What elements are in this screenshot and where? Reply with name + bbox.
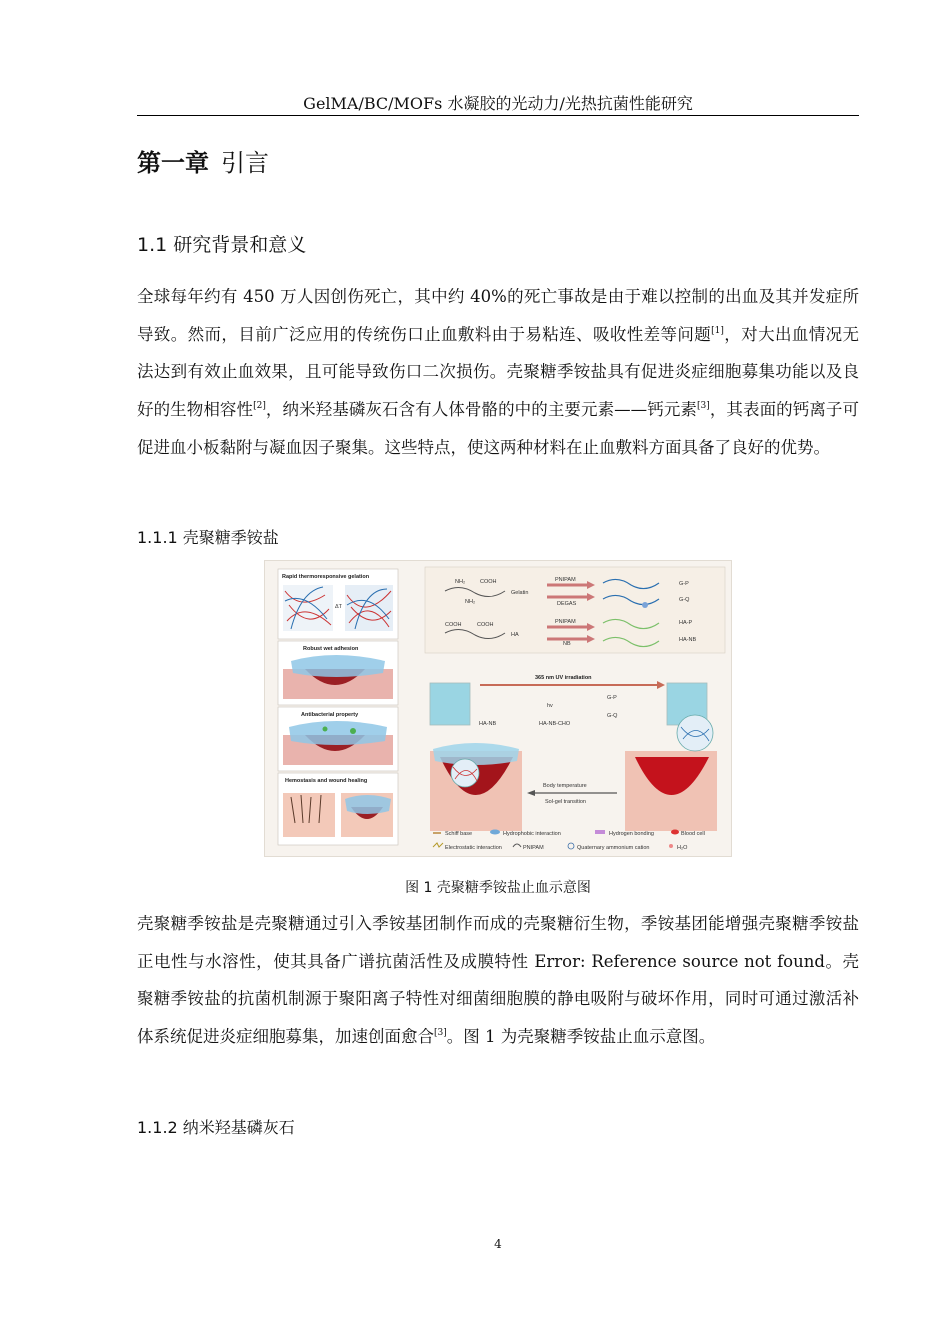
gq-mol-label: G-Q xyxy=(607,713,618,719)
ha-label: HA xyxy=(511,632,519,638)
cooh-label-b: COOH xyxy=(445,622,462,628)
legend-schiff: Schiff base xyxy=(445,831,473,837)
degas-label: DEGAS xyxy=(557,601,577,607)
legend-water: H₂O xyxy=(677,845,688,851)
section-heading: 1.1 研究背景和意义 xyxy=(137,234,307,256)
body-temp-label: Body temperature xyxy=(543,783,587,789)
paragraph-1-text-1: 全球每年约有 450 万人因创伤死亡，其中约 40%的死亡事故是由于难以控制的出血及其并发症所导致。然而，目前广泛应用的传统伤口止血敷料由于易粘连、吸收性差等问题 xyxy=(137,287,859,344)
gp-mol-label: G-P xyxy=(607,695,617,701)
running-header: GelMA/BC/MOFs 水凝胶的光动力/光热抗菌性能研究 xyxy=(303,94,693,113)
hv-label: hv xyxy=(547,703,553,709)
header-rule xyxy=(137,115,859,116)
nh2-label-b: NH₂ xyxy=(465,599,476,605)
legend-hydrophobic: Hydrophobic interaction xyxy=(503,831,561,837)
paragraph-1-text-2: ，对大出血情况无法达到有效止血效果，且可能导致伤口二次损伤。壳聚糖季铵盐具有促进炎症细胞募集功能以及良好的生物相容性 xyxy=(137,324,860,420)
cooh-label-c: COOH xyxy=(477,622,494,628)
delta-t-label: ΔT xyxy=(335,604,343,610)
page-number: 4 xyxy=(494,1237,502,1251)
paragraph-2-text-1: 壳聚糖季铵盐是壳聚糖通过引入季铵基团制作而成的壳聚糖衍生物，季铵基团能增强壳聚糖季铵盐正电性与水溶性，使其具备广谱抗菌活性及成膜特性 Error: Reference source not found。壳聚糖季铵盐的抗菌机制源于聚阳离子特性对细菌细胞膜的静电吸附与破坏作用，同时可通过激活补体系统促进炎症细胞募集，加速创面愈合 xyxy=(137,914,859,1047)
gelatin-label: Gelatin xyxy=(511,590,529,596)
legend-electrostatic: Electrostatic interaction xyxy=(445,845,502,851)
subsection-heading-1: 1.1.1 壳聚糖季铵盐 xyxy=(137,528,279,547)
legend-quaternary: Quaternary ammonium cation xyxy=(577,845,650,851)
chapter-number: 第一章 xyxy=(137,149,209,177)
hanb-mol-label: HA-NB xyxy=(479,721,497,727)
citation-3: [3] xyxy=(697,401,710,412)
panel-label-4: Hemostasis and wound healing xyxy=(285,778,368,784)
chapter-name: 引言 xyxy=(221,149,269,177)
gp-label: G-P xyxy=(679,581,689,587)
hanb-label: HA-NB xyxy=(679,637,697,643)
figure-1 xyxy=(264,560,732,857)
solgel-label: Sol-gel transition xyxy=(545,799,586,805)
uv-label: 365 nm UV irradiation xyxy=(535,675,592,681)
paragraph-1-text-4: ，其表面的钙离子可促进血小板黏附与凝血因子聚集。这些特点，使这两种材料在止血敷料方面具备了良好的优势。 xyxy=(137,400,860,457)
hanbcho-label: HA-NB-CHO xyxy=(539,721,571,727)
citation-4: [3] xyxy=(434,1028,447,1039)
panel-label-1: Rapid thermoresponsive gelation xyxy=(282,574,370,580)
nh2-label-a: NH₂ xyxy=(455,579,466,585)
figure-1-illustration xyxy=(265,561,731,856)
figure-legend xyxy=(433,830,705,852)
hap-label: HA-P xyxy=(679,620,693,626)
paragraph-1-text-3: ，纳米羟基磷灰石含有人体骨骼的中的主要元素——钙元素 xyxy=(265,400,698,420)
subsection-heading-2: 1.1.2 纳米羟基磷灰石 xyxy=(137,1118,295,1137)
citation-2: [2] xyxy=(253,401,266,412)
legend-bloodcell: Blood cell xyxy=(681,831,705,837)
legend-hbond: Hydrogen bonding xyxy=(609,831,654,837)
panel-label-3: Antibacterial property xyxy=(301,712,359,718)
legend-pnipam: PNIPAM xyxy=(523,845,544,851)
nb-label: NB xyxy=(563,641,571,647)
chapter-heading xyxy=(137,147,269,179)
paragraph-2-text-2: 。图 1 为壳聚糖季铵盐止血示意图。 xyxy=(446,1027,716,1047)
citation-1: [1] xyxy=(711,325,724,336)
panel-label-2: Robust wet adhesion xyxy=(303,646,359,652)
pnipam-label-b: PNIPAM xyxy=(555,619,576,625)
gq-label: G-Q xyxy=(679,597,690,603)
cooh-label-a: COOH xyxy=(480,579,497,585)
paragraph-2 xyxy=(137,905,859,1056)
pnipam-label-a: PNIPAM xyxy=(555,577,576,583)
figure-1-caption: 图 1 壳聚糖季铵盐止血示意图 xyxy=(405,880,591,896)
paragraph-1 xyxy=(137,278,859,467)
